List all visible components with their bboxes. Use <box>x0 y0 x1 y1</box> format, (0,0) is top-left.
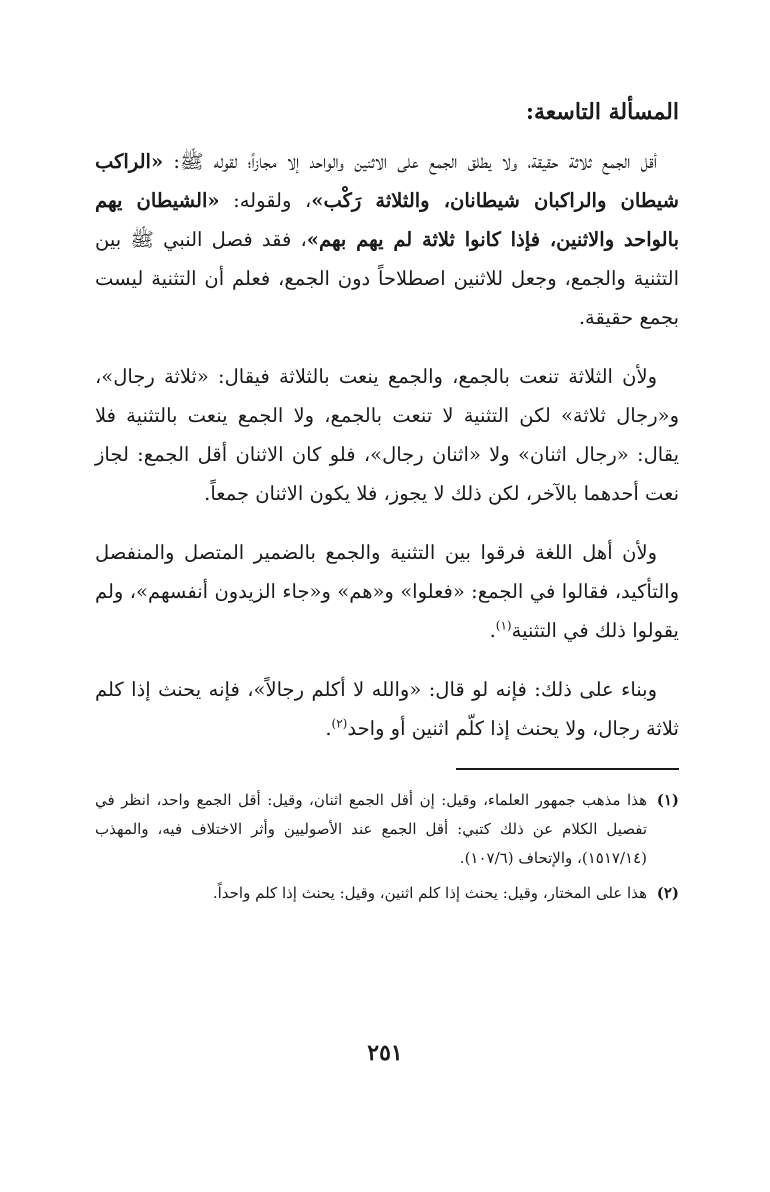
hadith-quote-1: «الراكب شيطان والراكبان شيطانان، والثلاثة رَكْب» <box>95 150 679 212</box>
paragraph-1-text-a: أقل الجمع ثلاثة حقيقة، ولا يطلق الجمع على الاثنين والواحد إلا مجازاً؛ لقوله ﷺ: <box>163 150 657 173</box>
hadith-quote-2: «الشيطان يهم بالواحد والاثنين، فإذا كانوا ثلاثة لم يهم بهم» <box>95 189 679 251</box>
page-body <box>95 92 679 914</box>
paragraph-3 <box>95 533 679 650</box>
paragraph-1-text-e: ، فقد فصل النبي ﷺ بين التثنية والجمع، وجعل للاثنين اصطلاحاً دون الجمع، فعلم أن التثنية ليست بجمع حقيقة. <box>95 228 679 329</box>
footnote-2-number: (٢) <box>656 884 679 902</box>
paragraph-2: ولأن الثلاثة تنعت بالجمع، والجمع ينعت بالثلاثة فيقال: «ثلاثة رجال»، و«رجال ثلاثة» لكن التثنية لا تنعت بالجمع، ولا الجمع ينعت بالتثنية فلا يقال: «رجال اثنان» ولا «اثنان رجال»، فلو كان الاثنان أقل الجمع: لجاز نعت أحدهما بالآخر، لكن ذلك لا يجوز، فلا يكون الاثنان جمعاً. <box>95 365 679 505</box>
page-number: ٢٥١ <box>367 1040 403 1066</box>
footnote-1-text: هذا مذهب جمهور العلماء، وقيل: إن أقل الجمع اثنان، وقيل: أقل الجمع واحد، انظر في تفصيل الكلام عن ذلك كتبي: أقل الجمع عند الأصوليين وأثر الاختلاف فيه، والمهذب (١٥١٧/١٤)، والإتحاف (١٠٧/٦). <box>95 791 647 867</box>
paragraph-3-text: ولأن أهل اللغة فرقوا بين التثنية والجمع بالضمير المتصل والمنفصل والتأكيد، فقالوا في الجمع: «فعلوا» و«هم» و«جاء الزيدون أنفسهم»، ولم يقولوا ذلك في التثنية <box>95 541 679 642</box>
paragraph-3-end: . <box>489 619 496 642</box>
section-heading: المسألة التاسعة: <box>525 99 679 125</box>
paragraph-1-text-c: ، ولقوله: <box>219 189 312 212</box>
footnote-1 <box>95 786 679 873</box>
paragraph-1 <box>95 142 679 337</box>
paragraph-4-text: وبناء على ذلك: فإنه لو قال: «والله لا أكلم رجالاً»، فإنه يحنث إذا كلم ثلاثة رجال، ولا يحنث إذا كلّم اثنين أو واحد <box>95 678 679 740</box>
footnote-2-text: هذا على المختار، وقيل: يحنث إذا كلم اثنين، وقيل: يحنث إذا كلم واحداً. <box>212 884 647 902</box>
footnote-divider <box>456 768 679 770</box>
paragraph-4-end: . <box>325 717 332 740</box>
footnote-ref-2[interactable]: (٢) <box>331 716 348 731</box>
footnote-1-number: (١) <box>656 791 679 809</box>
paragraph-4 <box>95 670 679 748</box>
footnote-2 <box>95 879 679 908</box>
footnote-ref-1[interactable]: (١) <box>495 618 512 633</box>
